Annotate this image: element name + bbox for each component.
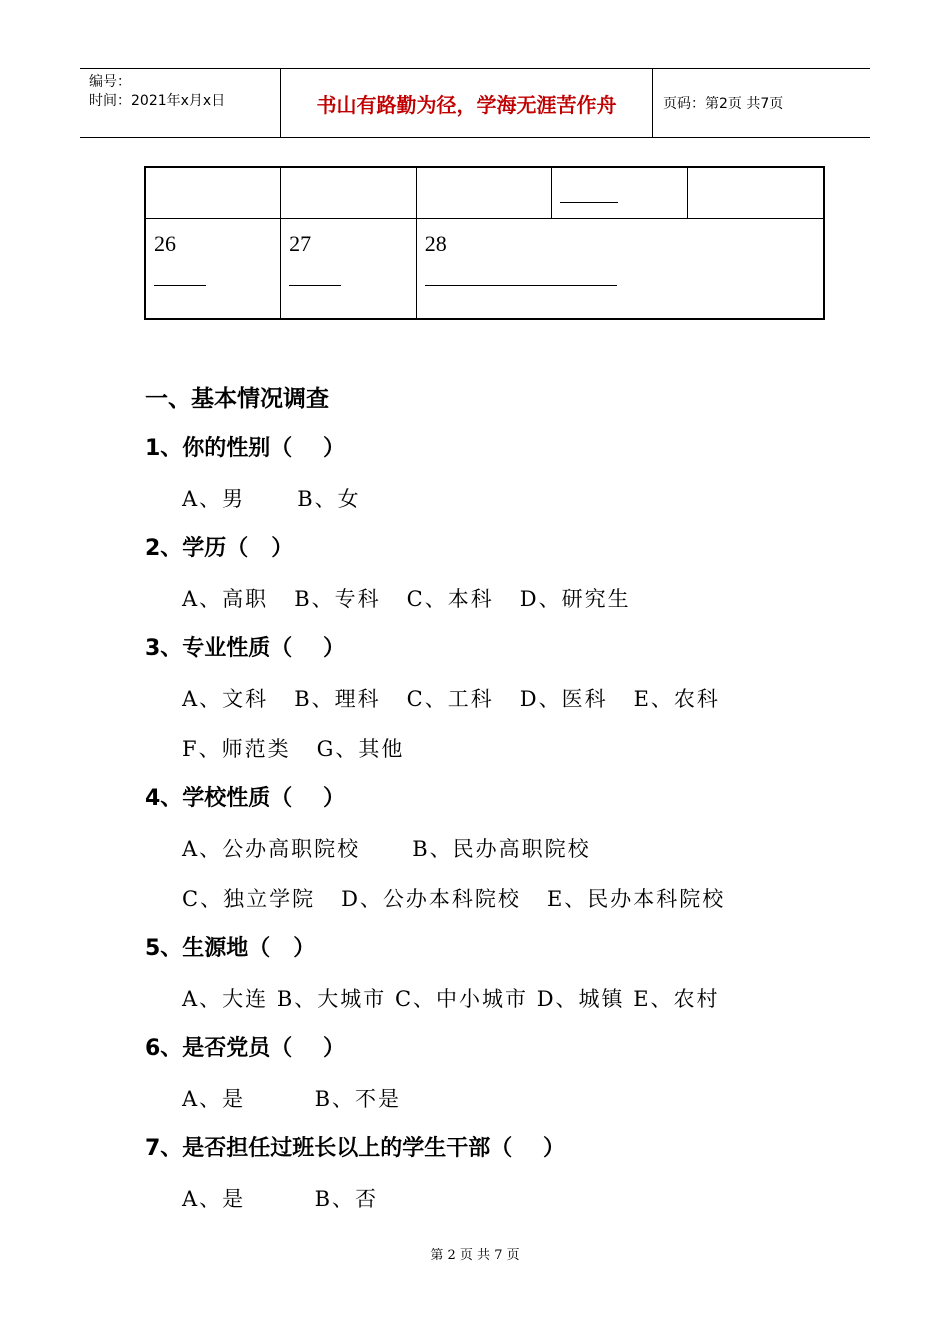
- answer-blank[interactable]: [154, 261, 206, 286]
- question-title: 6、是否党员（ ）: [145, 1036, 345, 1061]
- question-options[interactable]: A、男 B、女: [182, 487, 361, 511]
- table-cell: [416, 167, 552, 218]
- answer-blank[interactable]: [560, 178, 618, 203]
- question-number: 27: [289, 230, 312, 256]
- question-options[interactable]: A、大连 B、大城市 C、中小城市 D、城镇 E、农村: [182, 987, 720, 1011]
- section-title: 一、基本情况调查: [145, 386, 329, 412]
- table-row: [145, 167, 824, 218]
- table-cell: [281, 167, 417, 218]
- question-title: 4、学校性质（ ）: [145, 786, 345, 811]
- page-footer: 第 2 页 共 7 页: [430, 1248, 520, 1263]
- question-title: 5、生源地（ ）: [145, 936, 316, 961]
- question-title: 7、是否担任过班长以上的学生干部（ ）: [145, 1136, 565, 1161]
- question-options[interactable]: A、是 B、不是: [182, 1087, 401, 1111]
- question-options[interactable]: A、文科 B、理科 C、工科 D、医科 E、农科: [182, 687, 720, 711]
- question-title: 2、学历（ ）: [145, 536, 294, 561]
- table-cell: [687, 167, 824, 218]
- question-title: 1、你的性别（ ）: [145, 436, 345, 461]
- table-cell: [281, 218, 417, 319]
- answer-blank[interactable]: [289, 261, 341, 286]
- number-label: 编号：: [89, 74, 131, 90]
- question-options[interactable]: A、高职 B、专科 C、本科 D、研究生: [182, 587, 631, 611]
- table-row: [145, 218, 824, 319]
- table-cell: [145, 167, 281, 218]
- page-header: [80, 68, 870, 138]
- answer-blank[interactable]: [425, 261, 617, 286]
- table-cell: [552, 167, 688, 218]
- header-meta: [80, 69, 281, 137]
- question-options[interactable]: F、师范类 G、其他: [182, 737, 405, 761]
- question-number: 28: [424, 230, 447, 256]
- survey-section: [145, 374, 845, 1224]
- answer-table: [144, 166, 825, 320]
- question-options[interactable]: A、公办高职院校 B、民办高职院校: [182, 837, 591, 861]
- question-options[interactable]: A、是 B、否: [182, 1187, 378, 1211]
- header-page-info: 页码：第2页 共7页: [663, 96, 784, 112]
- question-options[interactable]: C、独立学院 D、公办本科院校 E、民办本科院校: [182, 887, 726, 911]
- table-cell: [145, 218, 281, 319]
- question-number: 26: [154, 230, 176, 256]
- header-motto: 书山有路勤为径，学海无涯苦作舟: [281, 69, 653, 137]
- time-label: 时间：2021年x月x日: [89, 93, 226, 109]
- question-title: 3、专业性质（ ）: [145, 636, 345, 661]
- table-cell: [416, 218, 824, 319]
